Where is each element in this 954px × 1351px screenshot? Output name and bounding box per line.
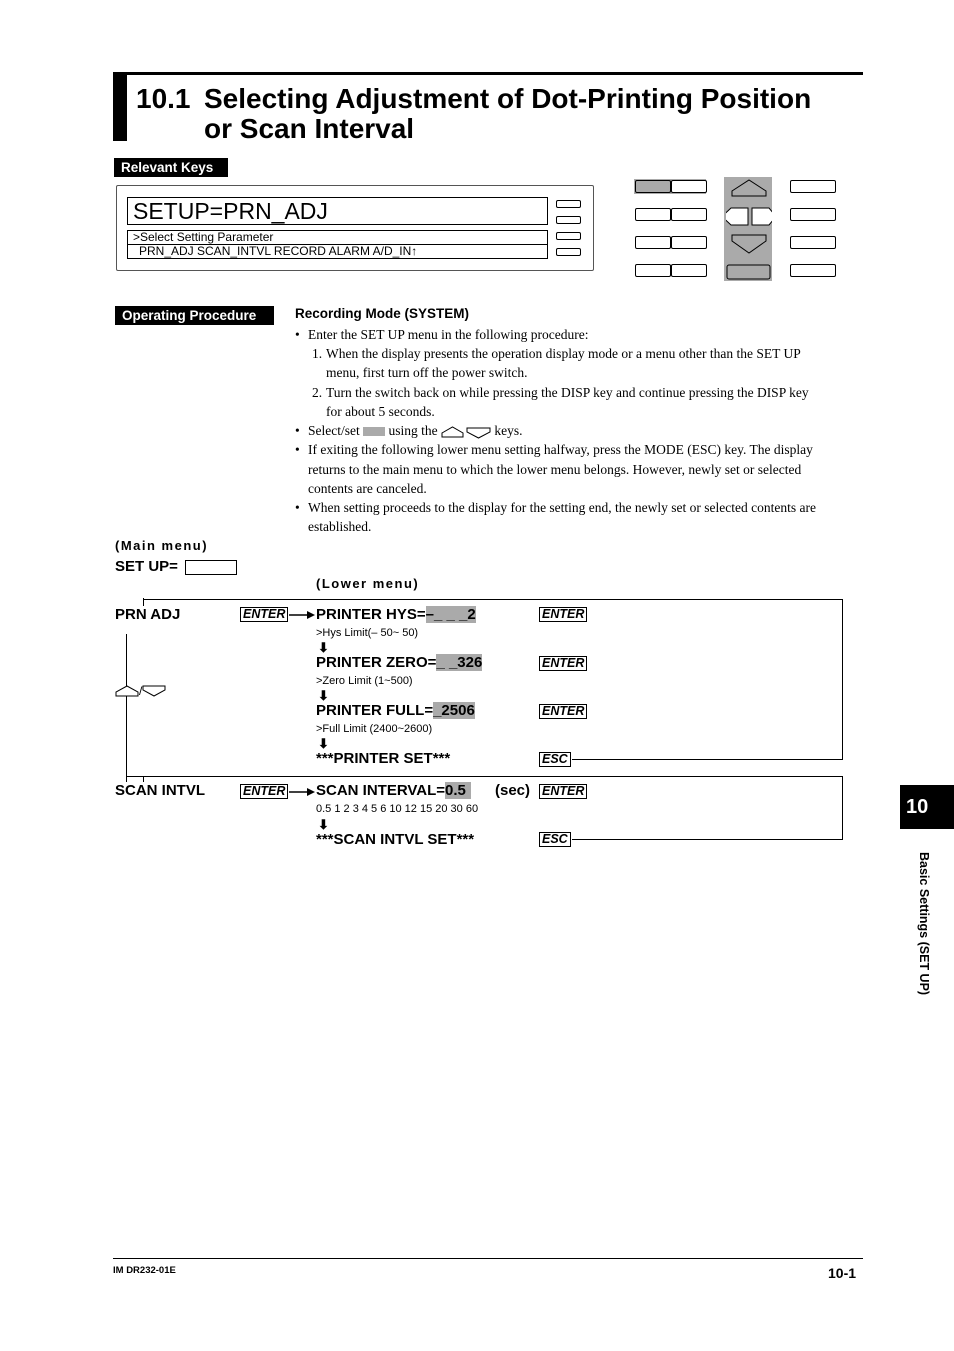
procedure-step-2a: Turn the switch back on while pressing the DISP key and continue pressing the DISP key xyxy=(326,385,809,400)
up-down-selector xyxy=(115,682,166,700)
hys-limit-text: >Hys Limit(– 50~ 50) xyxy=(316,627,419,639)
prn-adj-label: PRN ADJ xyxy=(115,606,181,623)
connector-line xyxy=(842,599,843,759)
main-menu-label: (Main menu) xyxy=(115,538,209,553)
procedure-step-2b: for about 5 seconds. xyxy=(326,404,435,419)
bullet2-text-c: keys. xyxy=(494,423,523,438)
procedure-bullet-3c: contents are canceled. xyxy=(308,481,427,496)
keypad-key xyxy=(790,180,836,193)
up-down-keys-icon xyxy=(441,425,491,439)
connector-line xyxy=(572,839,843,840)
full-limit-text: >Full Limit (2400~2600) xyxy=(316,723,433,735)
bullet2-text-a: Select/set xyxy=(308,423,360,438)
bullet: • xyxy=(295,500,300,515)
panel-side-button xyxy=(556,248,581,256)
scan-intvl-label: SCAN INTVL xyxy=(115,782,205,799)
section-number: 10.1 xyxy=(136,83,191,114)
connector-line xyxy=(143,599,843,600)
keypad-key xyxy=(635,264,671,277)
scan-interval-value: 0.5 xyxy=(445,782,471,799)
keypad-key xyxy=(635,236,671,249)
chapter-caption: Basic Settings (SET UP) xyxy=(917,852,931,996)
relevant-keys-tag: Relevant Keys xyxy=(114,158,228,177)
panel-side-button xyxy=(556,232,581,240)
down-arrow-icon xyxy=(732,235,766,253)
procedure-step-1a: When the display presents the operation display mode or a menu other than the SET UP xyxy=(326,346,801,361)
connector-line xyxy=(572,759,843,760)
printer-full-label: PRINTER FULL= xyxy=(316,702,434,719)
up-key-icon xyxy=(115,684,139,698)
enter-key: ENTER xyxy=(240,607,288,622)
enter-key: ENTER xyxy=(539,656,587,671)
scan-interval-setting xyxy=(316,782,471,799)
section-title xyxy=(136,84,811,144)
operating-procedure-tag: Operating Procedure xyxy=(115,306,274,325)
printer-hys-value: –_ _ _2 xyxy=(425,606,476,623)
printer-set-text: ***PRINTER SET*** xyxy=(316,750,451,767)
panel-side-button xyxy=(556,200,581,208)
esc-key: ESC xyxy=(539,832,571,847)
keypad-key-highlighted xyxy=(635,180,671,193)
connector-line xyxy=(126,776,143,777)
keypad-key xyxy=(671,208,707,221)
lcd-main-line: SETUP=PRN_ADJ xyxy=(127,197,548,225)
gray-box-marker xyxy=(363,427,385,436)
procedure-bullet-4b: established. xyxy=(308,519,372,534)
procedure-heading: Recording Mode (SYSTEM) xyxy=(295,306,470,321)
down-arrow-icon: ⬇ xyxy=(318,736,329,751)
down-arrow-icon: ⬇ xyxy=(318,817,329,832)
step-number: 2. xyxy=(312,385,323,400)
arrow-keys xyxy=(726,177,772,281)
scan-interval-label: SCAN INTERVAL= xyxy=(316,782,446,799)
up-arrow-icon xyxy=(732,180,766,196)
footer-rule xyxy=(113,1258,863,1259)
enter-key: ENTER xyxy=(539,784,587,799)
keypad-key xyxy=(671,180,707,193)
down-arrow-icon: ⬇ xyxy=(318,688,329,703)
page-number: 10-1 xyxy=(828,1265,857,1281)
lcd-sub-display xyxy=(127,230,548,259)
printer-zero-setting xyxy=(316,654,482,671)
slash-text: / xyxy=(139,684,143,698)
printer-hys-label: PRINTER HYS= xyxy=(316,606,426,623)
procedure-bullet-3b: returns to the main menu to which the lower menu belongs. However, newly set or selected xyxy=(308,462,802,477)
enter-key: ENTER xyxy=(539,704,587,719)
printer-full-value: _2506 xyxy=(433,702,475,719)
right-arrow-icon xyxy=(289,610,315,620)
right-arrow-icon xyxy=(289,787,315,797)
section-title-line1: Selecting Adjustment of Dot-Printing Position xyxy=(204,83,812,114)
keypad-key xyxy=(790,208,836,221)
procedure-bullet-4a: When setting proceeds to the display for the setting end, the newly set or selected contents are xyxy=(308,500,816,515)
connector-line xyxy=(126,634,127,792)
bullet: • xyxy=(295,442,300,457)
bullet: • xyxy=(295,423,300,438)
left-arrow-icon xyxy=(726,208,748,225)
lower-menu-label: (Lower menu) xyxy=(316,576,420,591)
printer-hys-setting xyxy=(316,606,476,623)
setup-label: SET UP= xyxy=(115,558,178,575)
keypad-key xyxy=(790,236,836,249)
procedure-step-1b: menu, first turn off the power switch. xyxy=(326,365,528,380)
keypad-key xyxy=(635,208,671,221)
enter-key: ENTER xyxy=(240,784,288,799)
lcd-sub-line1: >Select Setting Parameter xyxy=(128,231,547,245)
bullet2-text-b: using the xyxy=(388,423,438,438)
scan-options-text: 0.5 1 2 3 4 5 6 10 12 15 20 30 60 xyxy=(316,803,479,815)
procedure-bullet-3a: If exiting the following lower menu setting halfway, press the MODE (ESC) key. The display xyxy=(308,442,813,457)
down-arrow-icon: ⬇ xyxy=(318,640,329,655)
title-bar xyxy=(113,73,127,141)
right-arrow-icon xyxy=(752,208,772,225)
esc-key: ESC xyxy=(539,752,571,767)
bullet: • xyxy=(295,327,300,342)
procedure-bullet-2 xyxy=(308,421,860,440)
sec-unit: (sec) xyxy=(495,782,531,799)
title-rule xyxy=(113,72,863,75)
panel-side-button xyxy=(556,216,581,224)
printer-full-setting xyxy=(316,702,475,719)
printer-zero-value: _ _326 xyxy=(436,654,483,671)
enter-key: ENTER xyxy=(539,607,587,622)
lcd-sub-line2: PRN_ADJ SCAN_INTVL RECORD ALARM A/D_IN↑ xyxy=(139,244,418,258)
keypad-key xyxy=(790,264,836,277)
printer-zero-label: PRINTER ZERO= xyxy=(316,654,437,671)
keypad-key xyxy=(671,264,707,277)
step-number: 1. xyxy=(312,346,323,361)
document-id: IM DR232-01E xyxy=(113,1265,176,1276)
connector-line xyxy=(143,776,843,777)
enter-key-icon xyxy=(727,265,770,279)
keypad-key xyxy=(671,236,707,249)
zero-limit-text: >Zero Limit (1~500) xyxy=(316,675,413,687)
scan-intvl-set-text: ***SCAN INTVL SET*** xyxy=(316,831,475,848)
connector-line xyxy=(842,776,843,839)
chapter-tab: 10 xyxy=(900,785,954,829)
procedure-bullet-1: Enter the SET UP menu in the following procedure: xyxy=(308,327,589,342)
setup-value-box xyxy=(185,560,237,575)
section-title-line2: or Scan Interval xyxy=(204,113,415,144)
down-key-icon xyxy=(142,684,166,698)
